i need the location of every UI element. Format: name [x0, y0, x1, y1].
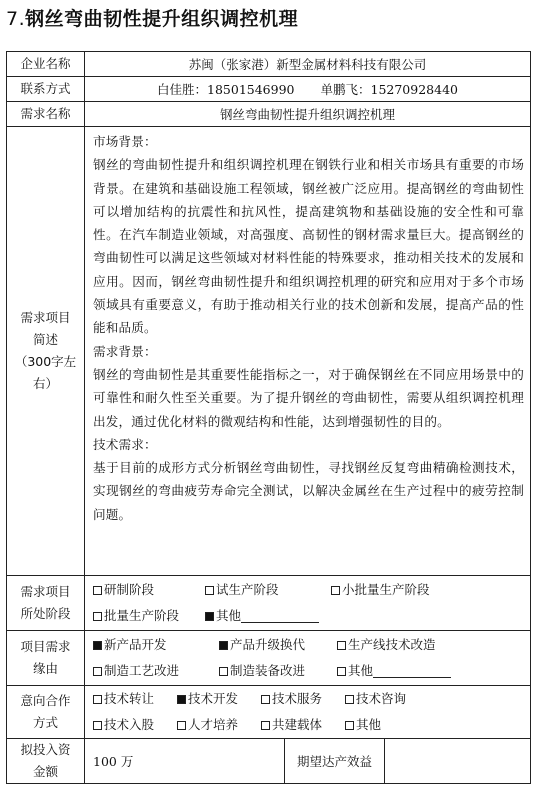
checkbox[interactable] [93, 612, 102, 621]
option-label: 其他 [348, 663, 374, 678]
coop-label-line: 方式 [32, 715, 58, 730]
summary-label-line: （300字左 [14, 354, 77, 369]
reason-options [85, 631, 531, 686]
invest-label-line: 金额 [32, 764, 58, 779]
invest-amount[interactable]: 100 万 [85, 739, 285, 784]
invest-label [7, 739, 85, 784]
checkbox[interactable] [345, 721, 354, 730]
company-label: 企业名称 [7, 52, 85, 77]
stage-label-line: 所处阶段 [20, 606, 71, 621]
reason-label-line: 缘由 [32, 661, 58, 676]
checkbox[interactable] [93, 721, 102, 730]
summary-label [7, 127, 85, 576]
coop-option[interactable] [261, 712, 345, 738]
demand-form-table [6, 51, 531, 784]
reason-option[interactable] [337, 658, 451, 684]
option-label: 生产线技术改造 [348, 637, 436, 652]
stage-option[interactable] [205, 603, 319, 629]
coop-option[interactable] [93, 686, 177, 712]
checkbox[interactable] [261, 695, 270, 704]
stage-label-line: 需求项目 [20, 584, 71, 599]
option-label: 其他 [216, 608, 242, 623]
checkbox[interactable] [337, 641, 346, 650]
option-label: 人才培养 [188, 717, 239, 732]
page-title [6, 4, 298, 30]
summary-label-line: 需求项目 [20, 310, 71, 325]
tech-heading: 技术需求： [93, 436, 157, 452]
reason-row [7, 631, 531, 686]
stage-option[interactable] [93, 603, 205, 629]
option-label: 试生产阶段 [216, 582, 279, 597]
demand-name-label: 需求名称 [7, 102, 85, 127]
market-paragraph: 钢丝的弯曲韧性提升和组织调控机理在钢铁行业和相关市场具有重要的市场背景。在建筑和基础设施工程领域，钢丝被广泛应用。提高钢丝的弯曲韧性可以增加结构的抗震性和抗风性，提高建筑物和基础设施的安全性和可靠性。在汽车制造业领域，对高强度、高韧性的钢材需求量巨大。提高钢丝的弯曲韧性可以满足这些领域对材料性能的特殊要求，推动相关技术的发展和应用。因而，钢丝弯曲韧性提升和组织调控机理的研究和应用对于多个市场领域具有重要意义，有助于推动相关行业的技术创新和发展，提高产品的性能和品质。 [93, 157, 525, 336]
option-label: 研制阶段 [104, 582, 155, 597]
option-label: 技术入股 [104, 717, 155, 732]
contact-value [85, 77, 531, 102]
coop-option[interactable] [177, 686, 261, 712]
option-label: 小批量生产阶段 [342, 582, 430, 597]
reason-option[interactable] [219, 658, 337, 684]
other-blank[interactable] [373, 663, 451, 678]
coop-option[interactable] [345, 686, 406, 712]
contact-label: 联系方式 [7, 77, 85, 102]
checkbox[interactable] [331, 586, 340, 595]
checkbox[interactable] [345, 695, 354, 704]
invest-label-line: 拟投入资 [20, 742, 71, 757]
invest-row [7, 739, 531, 784]
checkbox[interactable] [219, 641, 228, 650]
option-label: 制造装备改进 [230, 663, 306, 678]
benefit-value[interactable] [385, 739, 531, 784]
summary-label-line: 简述 [32, 332, 58, 347]
option-label: 产品升级换代 [230, 637, 306, 652]
stage-label [7, 576, 85, 631]
coop-label [7, 686, 85, 739]
checkbox[interactable] [205, 612, 214, 621]
stage-row [7, 576, 531, 631]
title-text: 钢丝弯曲韧性提升组织调控机理 [25, 8, 299, 30]
stage-option[interactable] [205, 577, 331, 603]
coop-option[interactable] [93, 712, 177, 738]
checkbox[interactable] [337, 667, 346, 676]
market-heading: 市场背景： [93, 134, 157, 149]
option-label: 新产品开发 [104, 637, 167, 652]
title-number: 7. [6, 8, 26, 30]
reason-label-line: 项目需求 [20, 639, 71, 654]
option-label: 共建载体 [272, 717, 323, 732]
reason-option[interactable] [93, 632, 219, 658]
option-label: 其他 [356, 717, 382, 732]
checkbox[interactable] [177, 695, 186, 704]
benefit-label: 期望达产效益 [285, 739, 385, 784]
option-label: 技术咨询 [356, 691, 407, 706]
coop-row [7, 686, 531, 739]
option-label: 制造工艺改进 [104, 663, 180, 678]
summary-label-line: 右） [32, 376, 58, 391]
reason-option[interactable] [219, 632, 337, 658]
company-value: 苏闽（张家港）新型金属材料科技有限公司 [85, 52, 531, 77]
checkbox[interactable] [93, 586, 102, 595]
option-label: 技术开发 [188, 691, 239, 706]
demand-name-row [7, 102, 531, 127]
checkbox[interactable] [261, 721, 270, 730]
demand-heading: 需求背景： [93, 343, 157, 359]
contact-person-1: 白佳胜：18501546990 [157, 82, 295, 97]
checkbox[interactable] [93, 641, 102, 650]
stage-option[interactable] [331, 577, 430, 603]
checkbox[interactable] [93, 695, 102, 704]
reason-option[interactable] [93, 658, 219, 684]
summary-row [7, 127, 531, 576]
contact-row [7, 77, 531, 102]
other-blank[interactable] [241, 608, 319, 623]
coop-options [85, 686, 531, 739]
option-label: 技术服务 [272, 691, 323, 706]
reason-option[interactable] [337, 632, 436, 658]
stage-options [85, 576, 531, 631]
summary-text [85, 127, 531, 576]
coop-option[interactable] [261, 686, 345, 712]
option-label: 技术转让 [104, 691, 155, 706]
demand-paragraph: 钢丝的弯曲韧性是其重要性能指标之一，对于确保钢丝在不同应用场景中的可靠性和耐久性至关重要。为了提升钢丝的弯曲韧性，需要从组织调控机理出发，通过优化材料的微观结构和性能，达到增强韧性的目的。 [93, 366, 525, 429]
coop-option[interactable] [345, 712, 381, 738]
coop-label-line: 意向合作 [20, 693, 71, 708]
reason-label [7, 631, 85, 686]
demand-name-value: 钢丝弯曲韧性提升组织调控机理 [85, 102, 531, 127]
coop-option[interactable] [177, 712, 261, 738]
checkbox[interactable] [177, 721, 186, 730]
stage-option[interactable] [93, 577, 205, 603]
checkbox[interactable] [205, 586, 214, 595]
tech-paragraph: 基于目前的成形方式分析钢丝弯曲韧性，寻找钢丝反复弯曲精确检测技术，实现钢丝的弯曲疲劳寿命完全测试，以解决金属丝在生产过程中的疲劳控制问题。 [93, 460, 525, 522]
checkbox[interactable] [93, 667, 102, 676]
company-row [7, 52, 531, 77]
checkbox[interactable] [219, 667, 228, 676]
option-label: 批量生产阶段 [104, 608, 180, 623]
contact-person-2: 单鹏飞：15270928440 [320, 82, 458, 97]
